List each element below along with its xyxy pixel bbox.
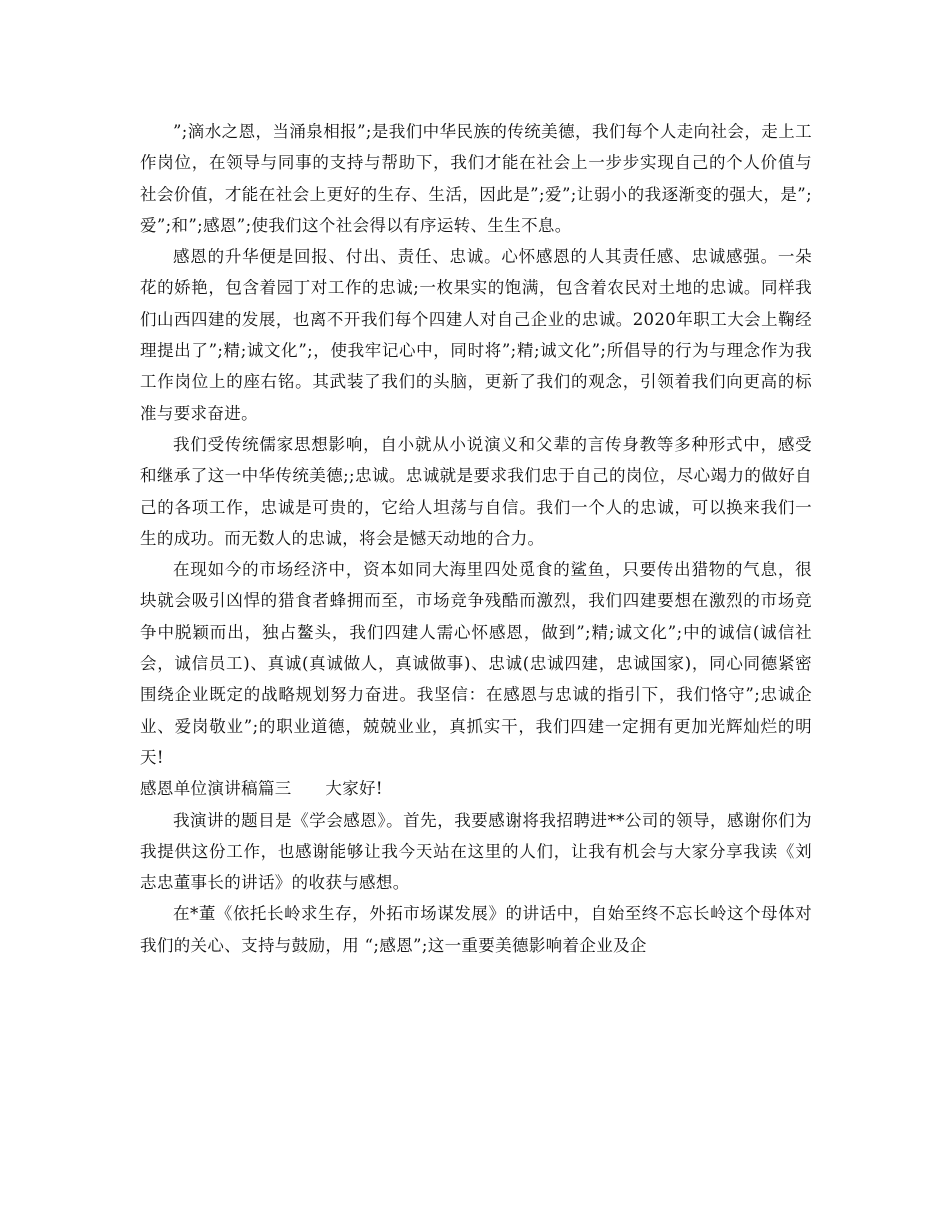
- paragraph-5: 我演讲的题目是《学会感恩》。首先，我要感谢将我招聘进**公司的领导，感谢你们为我提供这份工作，也感谢能够让我今天站在这里的人们，让我有机会与大家分享我读《刘志忠董事长的讲话》的收获与感想。: [140, 810, 812, 893]
- section-heading: 感恩单位演讲稿篇三 大家好!: [140, 779, 383, 799]
- paragraph-1: ”;滴水之恩，当涌泉相报”;是我们中华民族的传统美德，我们每个人走向社会，走上工作岗位，在领导与同事的支持与帮助下，我们才能在社会上一步步实现自己的个人价值与社会价值，才能在社会上更好的生存、生活，因此是”;爱”;让弱小的我逐渐变的强大，是”;爱”;和”;感恩”;使我们这个社会得以有序运转、生生不息。: [140, 122, 812, 235]
- paragraph-3: 我们受传统儒家思想影响，自小就从小说演义和父辈的言传身教等多种形式中，感受和继承了这一中华传统美德;;忠诚。忠诚就是要求我们忠于自己的岗位，尽心竭力的做好自己的各项工作，忠诚是可贵的，它给人坦荡与自信。我们一个人的忠诚，可以换来我们一生的成功。而无数人的忠诚，将会是憾天动地的合力。: [140, 434, 812, 548]
- paragraph-2: 感恩的升华便是回报、付出、责任、忠诚。心怀感恩的人其责任感、忠诚感强。一朵花的娇艳，包含着园丁对工作的忠诚;一枚果实的饱满，包含着农民对土地的忠诚。同样我们山西四建的发展，也离不开我们每个四建人对自己企业的忠诚。2020年职工大会上鞠经理提出了”;精;诚文化”;，使我牢记心中，同时将”;精;诚文化”;所倡导的行为与理念作为我工作岗位上的座右铭。其武装了我们的头脑，更新了我们的观念，引领着我们向更高的标准与要求奋进。: [140, 247, 812, 423]
- paragraph-4: 在现如今的市场经济中，资本如同大海里四处觅食的鲨鱼，只要传出猎物的气息，很块就会吸引凶悍的猎食者蜂拥而至，市场竞争残酷而激烈，我们四建要想在激烈的市场竞争中脱颖而出，独占鳌头，我们四建人需心怀感恩，做到”;精;诚文化”;中的诚信(诚信社会，诚信员工)、真诚(真诚做人，真诚做事)、忠诚(忠诚四建，忠诚国家)，同心同德紧密围绕企业既定的战略规划努力奋进。我坚信：在感恩与忠诚的指引下，我们恪守”;忠诚企业、爱岗敬业”;的职业道德，兢兢业业，真抓实干，我们四建一定拥有更加光辉灿烂的明天!: [140, 560, 812, 767]
- document-body: [140, 116, 812, 961]
- paragraph-6: 在*董《依托长岭求生存，外拓市场谋发展》的讲话中，自始至终不忘长岭这个母体对我们的关心、支持与鼓励，用 “;感恩”;这一重要美德影响着企业及企: [140, 904, 812, 955]
